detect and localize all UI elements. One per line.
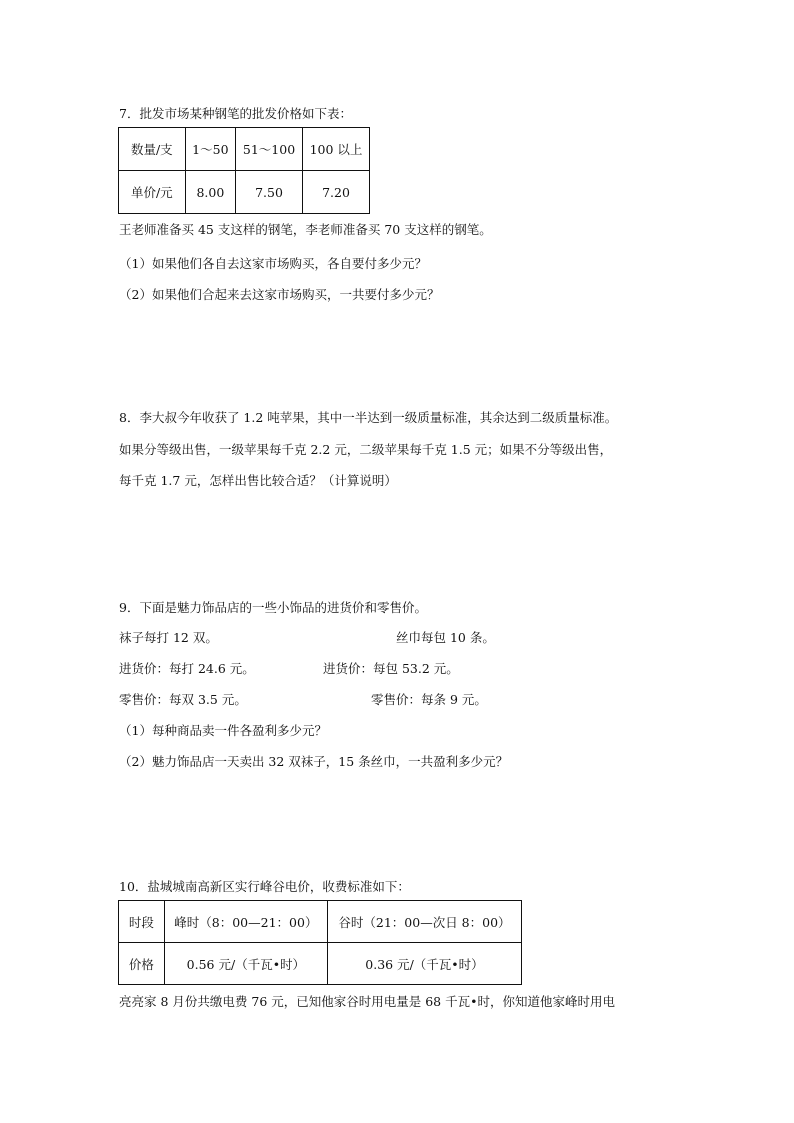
q8-line1: 8．李大叔今年收获了 1.2 吨苹果，其中一半达到一级质量标准，其余达到二级质量标准。 [119, 410, 618, 425]
q9-socks-retail: 零售价：每双 3.5 元。 [119, 692, 247, 707]
q7-title: 7．批发市场某种钢笔的批发价格如下表： [119, 106, 352, 121]
q7-sub1: （1）如果他们各自去这家市场购买，各自要付多少元？ [119, 256, 427, 271]
q9-title: 9．下面是魅力饰品店的一些小饰品的进货价和零售价。 [119, 600, 427, 615]
q10-tariff-table [118, 900, 522, 985]
table-cell: 7.20 [303, 171, 370, 214]
table-cell: 谷时（21：00—次日 8：00） [327, 901, 521, 943]
table-cell: 价格 [119, 943, 165, 985]
q10-line1: 亮亮家 8 月份共缴电费 76 元，已知他家谷时用电量是 68 千瓦•时，你知道他家峰时用电 [119, 994, 615, 1009]
table-cell: 8.00 [185, 171, 235, 214]
q10-title: 10．盐城城南高新区实行峰谷电价，收费标准如下： [119, 879, 410, 894]
q9-scarf-pack: 丝巾每包 10 条。 [396, 630, 495, 645]
q9-scarf-retail: 零售价：每条 9 元。 [371, 692, 487, 707]
q8-line3: 每千克 1.7 元，怎样出售比较合适？（计算说明） [119, 473, 397, 488]
q7-price-table [118, 127, 370, 214]
q9-socks-cost: 进货价：每打 24.6 元。 [119, 661, 255, 676]
table-cell: 0.36 元/（千瓦•时） [327, 943, 521, 985]
table-cell: 1～50 [185, 128, 235, 171]
q8-line2: 如果分等级出售，一级苹果每千克 2.2 元，二级苹果每千克 1.5 元；如果不分等级出售， [119, 442, 613, 457]
table-cell: 7.50 [236, 171, 303, 214]
q9-sub2: （2）魅力饰品店一天卖出 32 双袜子，15 条丝巾，一共盈利多少元？ [119, 754, 509, 769]
table-cell: 单价/元 [119, 171, 186, 214]
table-cell: 0.56 元/（千瓦•时） [164, 943, 327, 985]
q9-sub1: （1）每种商品卖一件各盈利多少元？ [119, 723, 327, 738]
q9-scarf-cost: 进货价：每包 53.2 元。 [323, 661, 459, 676]
table-cell: 数量/支 [119, 128, 186, 171]
q7-sub2: （2）如果他们合起来去这家市场购买，一共要付多少元？ [119, 287, 440, 302]
table-cell: 时段 [119, 901, 165, 943]
table-cell: 峰时（8：00—21：00） [164, 901, 327, 943]
q7-line1: 王老师准备买 45 支这样的钢笔，李老师准备买 70 支这样的钢笔。 [119, 222, 492, 237]
table-cell: 100 以上 [303, 128, 370, 171]
table-cell: 51～100 [236, 128, 303, 171]
q9-socks-pack: 袜子每打 12 双。 [119, 630, 218, 645]
